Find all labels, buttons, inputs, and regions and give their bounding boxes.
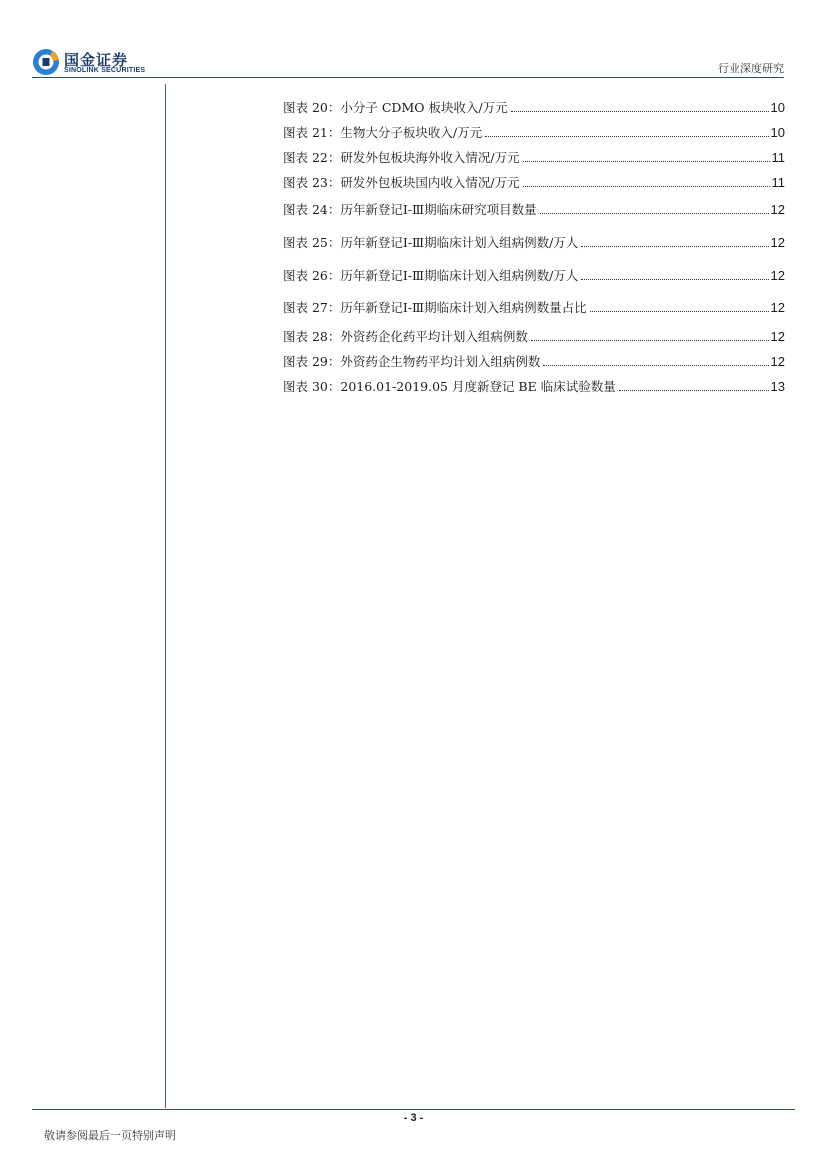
toc-entry-title: 图表 28：外资药企化药平均计划入组病例数 xyxy=(283,329,528,344)
left-margin-rule xyxy=(165,84,166,1108)
toc-entry-title: 图表 26：历年新登记Ⅰ-Ⅲ期临床计划入组病例数/万人 xyxy=(283,268,579,283)
toc-entry-page: 11 xyxy=(771,175,785,190)
toc-leader xyxy=(523,186,770,187)
toc-entry-title: 图表 22：研发外包板块海外收入情况/万元 xyxy=(283,150,520,165)
toc-entry-page: 10 xyxy=(770,125,785,140)
header-divider xyxy=(32,77,784,78)
brand-name-en: SINOLINK SECURITIES xyxy=(64,67,146,74)
toc-leader xyxy=(511,111,769,112)
toc-leader xyxy=(619,390,769,391)
toc-entry-page: 13 xyxy=(770,379,785,394)
sinolink-logo xyxy=(32,48,162,78)
toc-leader xyxy=(531,340,769,341)
disclaimer-note: 敬请参阅最后一页特别声明 xyxy=(44,1129,176,1142)
toc-entry[interactable] xyxy=(283,175,785,191)
toc-entry-page: 12 xyxy=(770,235,785,250)
toc-entry-page: 12 xyxy=(770,202,785,217)
toc-entry[interactable] xyxy=(283,125,785,141)
toc-leader xyxy=(543,365,768,366)
toc-entry-title: 图表 21：生物大分子板块收入/万元 xyxy=(283,125,483,140)
toc-entry-page: 12 xyxy=(770,268,785,283)
report-type: 行业深度研究 xyxy=(718,62,784,75)
toc-entry[interactable] xyxy=(283,300,785,316)
page-header xyxy=(0,0,827,80)
toc-entry-title: 图表 24：历年新登记Ⅰ-Ⅲ期临床研究项目数量 xyxy=(283,202,537,217)
toc-entry[interactable] xyxy=(283,379,785,395)
footer-divider xyxy=(32,1109,795,1110)
toc-leader xyxy=(540,213,769,214)
toc-leader xyxy=(581,246,768,247)
toc-entry-title: 图表 29：外资药企生物药平均计划入组病例数 xyxy=(283,354,541,369)
brand-name-cn: 国金证券 xyxy=(64,51,129,69)
toc-entry[interactable] xyxy=(283,100,785,116)
toc-entry-title: 图表 20：小分子 CDMO 板块收入/万元 xyxy=(283,100,508,115)
toc-leader xyxy=(485,136,768,137)
toc-entry[interactable] xyxy=(283,150,785,166)
toc-leader xyxy=(523,161,770,162)
toc-leader xyxy=(590,311,769,312)
toc-entry-page: 12 xyxy=(770,329,785,344)
toc-entry[interactable] xyxy=(283,329,785,345)
toc-entry-page: 12 xyxy=(770,354,785,369)
toc-entry-title: 图表 27：历年新登记Ⅰ-Ⅲ期临床计划入组病例数量占比 xyxy=(283,300,587,315)
toc-entry[interactable] xyxy=(283,354,785,370)
toc-entry-page: 12 xyxy=(770,300,785,315)
page-number: - 3 - xyxy=(403,1112,424,1124)
sinolink-logo-icon xyxy=(32,48,60,76)
toc-entry-title: 图表 23：研发外包板块国内收入情况/万元 xyxy=(283,175,520,190)
toc-leader xyxy=(581,279,768,280)
toc-entry-page: 11 xyxy=(771,150,785,165)
toc-entry-title: 图表 30：2016.01-2019.05 月度新登记 BE 临床试验数量 xyxy=(283,379,616,394)
toc-entry[interactable] xyxy=(283,202,785,218)
toc-entry-title: 图表 25：历年新登记Ⅰ-Ⅲ期临床计划入组病例数/万人 xyxy=(283,235,579,250)
toc-entry[interactable] xyxy=(283,235,785,251)
toc-entry[interactable] xyxy=(283,268,785,284)
toc-entry-page: 10 xyxy=(770,100,785,115)
